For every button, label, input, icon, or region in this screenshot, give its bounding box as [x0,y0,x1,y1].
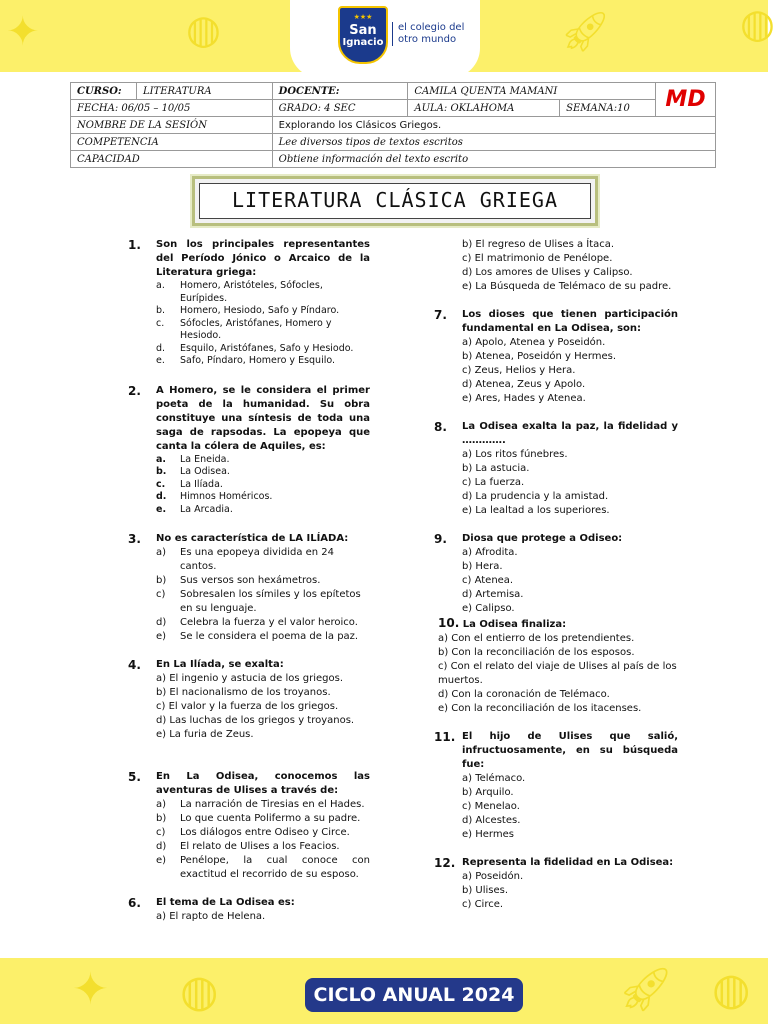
question-text: En La Ilíada, se exalta: [156,659,284,670]
option[interactable]: d) Con la coronación de Telémaco. [438,689,610,700]
option[interactable]: c) Con el relato del viaje de Ulises al país de los muertos. [438,661,677,686]
option[interactable]: a) Los ritos fúnebres. [462,449,568,460]
planet-decoration-icon: ◍ [740,1,775,47]
option[interactable]: b) El nacionalismo de los troyanos. [156,687,331,698]
question-number: 9. [434,532,447,546]
option[interactable]: e) Calipso. [462,603,515,614]
planet-decoration-icon: ◍ [180,966,219,1017]
option-text: La Ilíada. [180,478,223,490]
option[interactable] [156,504,370,517]
option[interactable] [156,491,370,504]
question-8 [434,420,678,518]
option-text: La Odisea. [180,466,230,477]
option[interactable] [156,280,370,305]
option-key: c. [156,478,166,490]
question-text: La Odisea exalta la paz, la fidelidad y …………. [462,421,678,446]
option[interactable]: e) Con la reconciliación de los itacenses. [438,703,642,714]
question-11 [434,730,678,842]
grado-cell [272,100,408,117]
question-text: El hijo de Ulises que salió, infructuosamente, en su búsqueda fue: [462,731,678,770]
option-key: d) [156,617,167,628]
page-title: LITERATURA CLÁSICA GRIEGA [199,183,591,219]
question-text: Son los principales representantes del Período Jónico o Arcaico de la Literatura griega: [156,239,370,278]
question-text: Representa la fidelidad en La Odisea: [462,857,674,868]
option-text: Esquilo, Aristófanes, Safo y Hesiodo. [180,342,354,354]
option[interactable] [156,574,370,588]
option-key: e) [156,855,167,866]
option-text: Homero, Aristóteles, Sófocles, Eurípides. [180,280,323,304]
question-number: 2. [128,383,141,398]
rocket-decoration-icon: 🚀︎ [560,9,611,55]
logo-name-line2: Ignacio [342,37,384,48]
option[interactable]: e) La furia de Zeus. [156,729,254,740]
option[interactable] [156,466,370,479]
question-text: En La Odisea, conocemos las aventuras de Ulises a través de: [156,771,370,796]
question-number: 7. [434,308,447,322]
option-text: El relato de Ulises a los Feacios. [180,841,340,852]
docente-value: CAMILA QUENTA MAMANI [408,83,656,100]
question-text: A Homero, se le considera el primer poeta de la humanidad. Su obra constituye una síntesis de toda una saga de rapsodas. La epopeya que canta la cólera de Aquiles, es: [156,384,370,452]
question-number: 1. [128,238,141,252]
option[interactable]: e) La lealtad a los superiores. [462,505,610,516]
option-text: La Eneida. [180,453,230,465]
aula-label: AULA: [414,102,448,114]
question-text: Diosa que protege a Odiseo: [462,533,623,544]
md-badge: MD [656,83,716,117]
option[interactable]: e) Ares, Hades y Atenea. [462,393,586,404]
option-text: La narración de Tiresias en el Hades. [180,799,365,810]
question-4 [128,658,370,742]
question-number: 3. [128,532,141,546]
option[interactable]: d) Artemisa. [462,589,524,600]
planet-decoration-icon: ◍ [712,964,751,1015]
option-key: e. [156,355,165,366]
question-6 [128,896,370,924]
option-key: b) [156,575,167,586]
option[interactable]: d) Los amores de Ulises y Calipso. [462,267,633,278]
option[interactable]: a) Con el entierro de los pretendientes. [438,633,635,644]
planet-decoration-icon: ◍ [186,7,221,53]
option[interactable]: b) Hera. [462,561,503,572]
option-text: Se le considera el poema de la paz. [180,631,359,642]
option-key: b. [156,466,167,477]
questions-right-column [434,238,678,912]
option-key: c) [156,827,166,838]
option[interactable]: b) Atenea, Poseidón y Hermes. [462,351,617,362]
option[interactable] [156,479,370,492]
option-key: b. [156,305,166,316]
aula-cell [408,100,560,117]
option[interactable]: e) La Búsqueda de Telémaco de su padre. [462,281,672,292]
option[interactable]: a) Apolo, Atenea y Poseidón. [462,337,606,348]
option[interactable]: c) El matrimonio de Penélope. [462,253,613,264]
option-key: d. [156,491,167,502]
option[interactable] [156,588,370,616]
option-text: Sobresalen los símiles y los epítetos en su lenguaje. [180,589,361,614]
option-key: e) [156,631,167,642]
title-frame [192,176,598,226]
option-key: a) [156,799,167,810]
question-12 [434,856,678,912]
option-key: d) [156,841,167,852]
option[interactable] [156,343,370,356]
option[interactable]: a) El ingenio y astucia de los griegos. [156,673,343,684]
option-text: Penélope, la cual conoce con exactitud el recorrido de su esposo. [180,855,370,880]
option[interactable] [156,355,370,368]
option[interactable] [156,798,370,812]
question-text: La Odisea finaliza: [462,619,567,630]
option-text: Los diálogos entre Odiseo y Circe. [180,827,350,838]
option[interactable] [156,812,370,826]
question-9 [434,532,678,616]
competencia-label: COMPETENCIA [71,134,273,151]
grado-value: 4 SEC [324,102,356,114]
option[interactable]: c) El valor y la fuerza de los griegos. [156,701,339,712]
competencia-value: Lee diversos tipos de textos escritos [272,134,715,151]
option[interactable]: c) Circe. [462,899,504,910]
questions-left-column [128,238,370,924]
school-logo [290,0,480,78]
question-number: 12. [434,856,456,870]
option[interactable] [156,630,370,644]
option[interactable] [156,546,370,574]
option[interactable]: a) El rapto de Helena. [156,911,266,922]
option-text: La Arcadia. [180,503,233,515]
option[interactable]: a) Telémaco. [462,773,526,784]
option[interactable]: c) La fuerza. [462,477,525,488]
option[interactable]: c) Atenea. [462,575,514,586]
rocket-decoration-icon: 🚀︎ [618,964,674,1015]
logo-name-line1: San [349,23,377,38]
grado-label: GRADO: [278,102,321,114]
option[interactable]: d) Alcestes. [462,815,521,826]
question-10 [438,616,678,716]
sesion-value: Explorando los Clásicos Griegos. [272,117,715,134]
option[interactable] [156,840,370,854]
option-text: Sus versos son hexámetros. [180,575,321,586]
option[interactable]: b) El regreso de Ulises a Ítaca. [462,239,615,250]
option-key: c) [156,589,166,600]
option-text: Sófocles, Aristófanes, Homero y Hesiodo. [180,317,332,341]
sesion-label: NOMBRE DE LA SESIÓN [71,117,273,134]
question-7 [434,308,678,406]
option[interactable]: c) Menelao. [462,801,520,812]
option[interactable]: d) Las luchas de los griegos y troyanos. [156,715,355,726]
option[interactable] [156,854,370,882]
option[interactable]: d) La prudencia y la amistad. [462,491,609,502]
option-text: Himnos Homéricos. [180,491,273,502]
semana-cell [560,100,656,117]
option-text: Celebra la fuerza y el valor heroico. [180,617,358,628]
question-text: El tema de La Odisea es: [156,897,295,908]
curso-label: CURSO: [71,83,137,100]
option-key: d. [156,342,166,354]
option-key: b) [156,813,167,824]
logo-tagline: el colegio del otro mundo [398,22,478,46]
option-key: a. [156,280,165,291]
session-info-table [70,82,716,168]
option[interactable]: b) La astucia. [462,463,530,474]
option[interactable]: e) Hermes [462,829,514,840]
fecha-value: 06/05 – 10/05 [121,102,191,114]
option[interactable] [156,454,370,467]
fecha-label: FECHA: [77,102,119,114]
cycle-label: CICLO ANUAL 2024 [305,978,523,1012]
star-decoration-icon: ✦ [72,964,109,1015]
capacidad-value: Obtiene información del texto escrito [272,151,715,168]
option[interactable]: c) Zeus, Helios y Hera. [462,365,576,376]
question-number: 5. [128,770,141,784]
question-text: No es característica de LA ILÍADA: [156,533,349,544]
question-number: 10. [438,616,460,630]
logo-stars: ★★★ [353,13,373,21]
option[interactable]: a) Afrodita. [462,547,518,558]
curso-value: LITERATURA [136,83,272,100]
fecha-cell [71,100,273,117]
option[interactable] [156,616,370,630]
shield-logo-icon [338,6,388,64]
question-3 [128,532,370,644]
option[interactable]: b) Arquilo. [462,787,514,798]
option-key: a) [156,547,167,558]
option-key: a. [156,453,167,465]
docente-label: DOCENTE: [272,83,408,100]
question-2 [128,383,370,517]
question-number: 8. [434,420,447,434]
option[interactable] [156,318,370,343]
question-number: 4. [128,658,141,672]
question-number: 11. [434,730,456,744]
question-heading [438,616,678,632]
question-5 [128,770,370,882]
option-text: Homero, Hesiodo, Safo y Píndaro. [180,305,340,316]
option-text: Safo, Píndaro, Homero y Esquilo. [180,355,336,366]
option-key: c. [156,317,165,329]
option-key: e. [156,503,167,515]
semana-label: SEMANA: [566,102,618,114]
question-1 [128,238,370,368]
option[interactable]: b) Con la reconciliación de los esposos. [438,647,635,658]
option[interactable] [156,305,370,318]
capacidad-label: CAPACIDAD [71,151,273,168]
semana-value: 10 [617,102,630,114]
star-decoration-icon: ✦ [6,9,40,55]
question-text: Los dioses que tienen participación fundamental en La Odisea, son: [462,309,678,334]
option[interactable]: b) Ulises. [462,885,509,896]
aula-value: OKLAHOMA [450,102,515,114]
option[interactable] [156,826,370,840]
option-text: Lo que cuenta Polifermo a su padre. [180,813,361,824]
option[interactable]: d) Atenea, Zeus y Apolo. [462,379,586,390]
option[interactable]: a) Poseidón. [462,871,524,882]
option-text: Es una epopeya dividida en 24 cantos. [180,547,335,572]
question-number: 6. [128,896,141,910]
